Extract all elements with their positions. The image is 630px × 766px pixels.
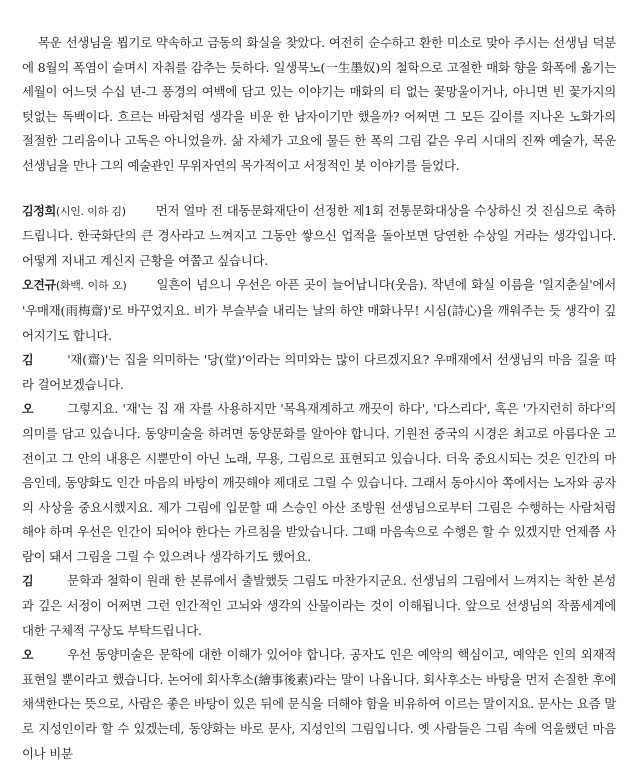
dialogue-text: 먼저 얼마 전 대동문화재단이 선정한 제1회 전통문화대상을 수상하신 것 진심으로 축하드립니다. 한국화단의 큰 경사라고 느껴지고 그동안 쌓으신 업적을 돌아보면 당연한 수상일 거라는 생각입니다. 어떻게 지내고 계신지 근황을 여쭙고 싶습니다. — [22, 202, 617, 268]
dialogue-turn — [22, 348, 616, 397]
intro-paragraph: 목운 선생님을 뵙기로 약속하고 금동의 화실을 찾았다. 여전히 순수하고 환한 미소로 맞아 주시는 선생님 덕분에 8월의 폭염이 슬며시 자취를 감추는 듯하다. 일생묵노(一生墨奴)의 철학으로 고절한 매화 향을 화폭에 옮기는 세월이 어느덧 수십 년-그 풍경의 여백에 담고 있는 이야기는 매화의 티 없는 꽃망울이거나, 아니면 빈 꽃가지의 텃없는 독백이다. 흐르는 바람처럼 생각을 비운 한 남자이기만 했을까? 어쩌면 그 모든 깊이를 지나온 노화가의 절절한 그리움이나 고독은 아니었을까. 삶 자체가 고요에 물든 한 폭의 그림 같은 우리 시대의 진짜 예술가, 목운 선생님을 만나 그의 예술관인 무위자연의 목가적이고 서정적인 봇 이야기를 들었다. — [22, 35, 616, 173]
speaker-name: 김 — [22, 574, 34, 589]
speaker-name: 김 — [22, 353, 34, 368]
speaker-role: (시인. 이하 김) — [55, 204, 126, 218]
speaker-name: 김정희 — [22, 203, 56, 218]
dialogue-turn — [22, 397, 616, 569]
dialogue-turn — [22, 569, 616, 643]
dialogue-text: 일흔이 넘으니 우선은 아픈 곳이 늘어납니다(웃음). 작년에 화실 이름을 '일지춘실'에서 '우매재(雨梅齋)'로 바꾸었지요. 비가 부슬부슬 내리는 날의 하얀 매화나무! 시심(詩心)을 깨워주는 듯 생각이 깊어지기도 합니다. — [22, 277, 617, 343]
dialogue-text: 문학과 철학이 원래 한 본류에서 출발했듯 그림도 마찬가지군요. 선생님의 그림에서 느껴지는 착한 본성과 깊은 서정이 어쩌면 그런 인간적인 고뇌와 생각의 산물이라는 것이 이해됩니다. 앞으로 선생님의 작품세계에 대한 구체적 구상도 부탁드립니다. — [22, 573, 616, 638]
dialogue-turn — [22, 273, 616, 348]
dialogue-text: '재(齋)'는 집을 의미하는 '당(堂)'이라는 의미와는 많이 다르겠지요? 우매재에서 선생님의 마음 길을 따라 걸어보겠습니다. — [22, 352, 616, 392]
speaker-name: 오 — [22, 402, 34, 417]
speaker-role: (화백. 이하 오) — [55, 279, 127, 293]
speaker-name: 오견규 — [22, 278, 56, 293]
dialogue-turn — [22, 643, 616, 766]
dialogue-text: 우선 동양미술은 문학에 대한 이해가 있어야 합니다. 공자도 인은 예악의 핵심이고, 예악은 인의 외재적 표현일 뿐이라고 했습니다. 논어에 회사후소(繪事後素)라는 말이 나옵니다. 회사후소는 바탕을 먼저 손질한 후에 채색한다는 뜻으로, 사람은 좋은 바탕이 있은 뒤에 문식을 더해야 함을 비유하여 이르는 말이지요. 문사는 요즘 말로 지성인이라 할 수 있겠는데, 동양화는 바로 문사, 지성인의 그림입니다. 옛 사람들은 그림 속에 억울했던 마음이나 비분 — [22, 647, 616, 761]
dialogue-text: 그렇지요. '재'는 집 재 자를 사용하지만 '목욕재계하고 깨끗이 하다', '다스리다', 혹은 '가지런히 하다'의 의미를 담고 있습니다. 동양미술을 하려면 동양문화를 알아야 합니다. 기원전 중국의 시경은 최고로 아름다운 고전이고 그 안의 내용은 시뿐만이 아닌 노래, 무용, 그림으로 표현되고 있습니다. 더욱 중요시되는 것은 인간의 마음인데, 동양화도 인간 마음의 바탕이 깨끗해야 제대로 그릴 수 있습니다. 그래서 동아시아 쪽에서는 노자와 공자의 사상을 중요시했지요. 제가 그림에 입문할 때 스승인 아산 조방원 선생님으로부터 그림은 수행하는 사람처럼 해야 하며 우선은 인간이 되어야 한다는 가르침을 받았습니다. 그때 마음속으로 수행은 할 수 있겠지만 언제쯤 사람이 돼서 그림을 그릴 수 있으려나 생각하기도 했어요. — [22, 401, 616, 564]
dialogue-turn — [22, 199, 616, 274]
speaker-name: 오 — [22, 648, 34, 663]
